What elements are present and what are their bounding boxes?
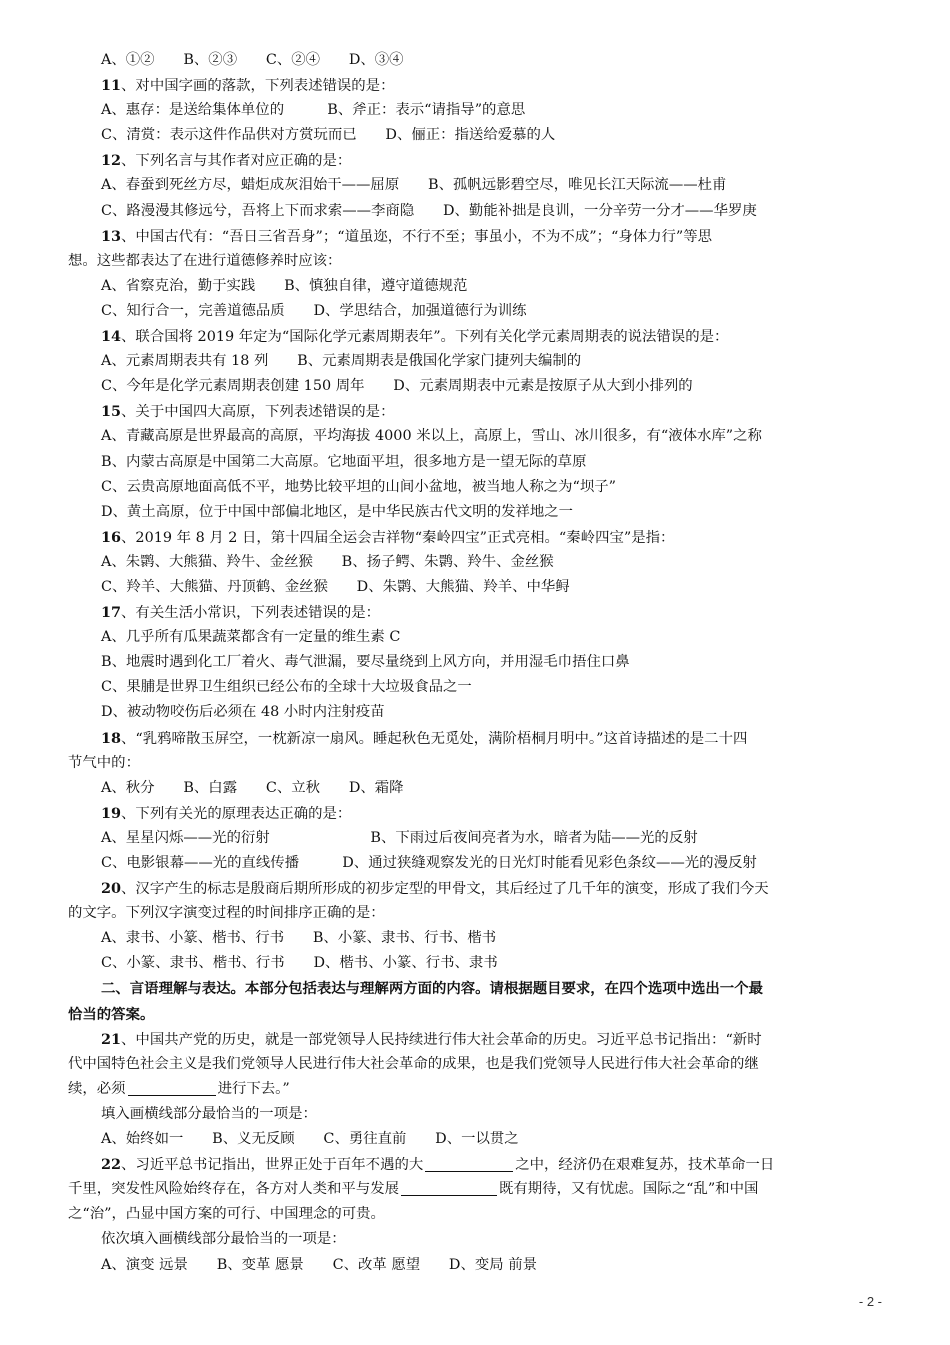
option-line: A、星星闪烁——光的衍射 B、下雨过后夜间亮者为水，暗者为陆——光的反射 xyxy=(101,829,698,846)
option-line: A、春蚕到死丝方尽，蜡炬成灰泪始干——屈原 B、孤帆远影碧空尽，唯见长江天际流——杜甫 xyxy=(101,177,727,194)
question-line xyxy=(68,1027,883,1052)
option-line: C、小篆、隶书、楷书、行书 D、楷书、小篆、行书、隶书 xyxy=(101,955,498,972)
continuation-line: 之“治”，凸显中国方案的可行、中国理念的可贵。 xyxy=(68,1206,385,1223)
question-line xyxy=(68,876,883,901)
option-line: C、果脯是世界卫生组织已经公布的全球十大垃圾食品之一 xyxy=(101,679,472,696)
question-text: 、汉字产生的标志是殷商后期所形成的初步定型的甲骨文，其后经过了几千年的演变，形成了我们今天 xyxy=(121,881,769,898)
question-text: 、下列名言与其作者对应正确的是： xyxy=(121,153,352,170)
option-line: B、内蒙古高原是中国第二大高原。它地面平坦，很多地方是一望无际的草原 xyxy=(101,453,587,470)
fill-blank xyxy=(425,1155,513,1172)
question-number: 19 xyxy=(101,804,122,822)
question-text: 、2019 年 8 月 2 日，第十四届全运会吉祥物“秦岭四宝”正式亮相。“秦岭四宝”是指： xyxy=(121,529,675,546)
option-line: B、地震时遇到化工厂着火、毒气泄漏，要尽量绕到上风方向，并用湿毛巾捂住口鼻 xyxy=(101,654,630,671)
question-number: 17 xyxy=(101,604,122,622)
option-line: C、今年是化学元素周期表创建 150 周年 D、元素周期表中元素是按原子从大到小排列的 xyxy=(101,378,693,395)
option-line: C、云贵高原地面高低不平，地势比较平坦的山间小盆地，被当地人称之为“坝子” xyxy=(101,478,617,495)
option-line: C、路漫漫其修远兮，吾将上下而求索——李商隐 D、勤能补拙是良训，一分辛劳一分才——华罗庚 xyxy=(101,202,757,219)
option-line: A、①② B、②③ C、②④ D、③④ xyxy=(101,52,404,68)
question-line xyxy=(68,399,883,424)
option-line: C、知行合一，完善道德品质 D、学思结合，加强道德行为训练 xyxy=(101,302,527,319)
question-number: 14 xyxy=(101,328,122,346)
line-text: 千里，突发性风险始终存在，各方对人类和平与发展 xyxy=(68,1181,399,1198)
fill-blank xyxy=(401,1179,497,1196)
line-text: 续，必须 xyxy=(68,1080,126,1097)
question-line xyxy=(68,324,883,349)
question-number: 16 xyxy=(101,528,122,546)
option-line: A、始终如一 B、义无反顾 C、勇往直前 D、一以贯之 xyxy=(101,1131,519,1148)
question-number: 13 xyxy=(101,227,122,245)
question-line xyxy=(68,1152,883,1177)
option-line: C、清赏：表示这件作品供对方赏玩而已 D、俪正：指送给爱慕的人 xyxy=(101,127,556,144)
continuation-line: 节气中的： xyxy=(68,754,140,771)
line-text: 进行下去。” xyxy=(217,1080,290,1097)
question-text: 、中国共产党的历史，就是一部党领导人民持续进行伟大社会革命的历史。习近平总书记指出：“新时 xyxy=(121,1031,762,1048)
option-line: A、省察克治，勤于实践 B、慎独自律，遵守道德规范 xyxy=(101,277,468,294)
continuation-line: 想。这些都表达了在进行道德修养时应该： xyxy=(68,252,342,269)
question-line xyxy=(68,801,883,826)
option-line: A、青藏高原是世界最高的高原，平均海拔 4000 米以上，高原上，雪山、冰川很多，有“液体水库”之称 xyxy=(101,428,762,445)
question-text: 、“乳鸦啼散玉屏空，一枕新凉一扇风。睡起秋色无觅处，满阶梧桐月明中。”这首诗描述的是二十四 xyxy=(121,730,748,747)
question-line xyxy=(68,525,883,550)
question-line xyxy=(68,73,883,98)
question-number: 12 xyxy=(101,152,122,170)
question-line xyxy=(68,148,883,173)
section-heading-cont: 恰当的答案。 xyxy=(68,1005,155,1023)
question-text: 、对中国字画的落款，下列表述错误的是： xyxy=(121,78,395,95)
line-text: 既有期待，又有忧虑。国际之“乱”和中国 xyxy=(499,1181,759,1198)
question-number: 21 xyxy=(101,1030,122,1048)
option-line: A、元素周期表共有 18 列 B、元素周期表是俄国化学家门捷列夫编制的 xyxy=(101,353,582,370)
option-line: A、演变 远景 B、变革 愿景 C、改革 愿望 D、变局 前景 xyxy=(101,1256,537,1273)
question-text: 、有关生活小常识，下列表述错误的是： xyxy=(121,605,381,622)
option-line: A、朱鹮、大熊猫、羚牛、金丝猴 B、扬子鳄、朱鹮、羚牛、金丝猴 xyxy=(101,553,554,570)
question-text: 、联合国将 2019 年定为“国际化学元素周期表年”。下列有关化学元素周期表的说法错误的是： xyxy=(121,329,729,346)
continuation-line xyxy=(68,1077,883,1102)
question-number: 22 xyxy=(101,1156,122,1174)
page-number: - 2 - xyxy=(858,1294,882,1309)
question-text: 之中，经济仍在艰难复苏，技术革命一日 xyxy=(515,1157,775,1174)
option-line: 依次填入画横线部分最恰当的一项是： xyxy=(101,1231,346,1248)
continuation-line xyxy=(68,1177,883,1202)
question-line xyxy=(68,726,883,751)
option-line: A、秋分 B、白露 C、立秋 D、霜降 xyxy=(101,779,404,796)
option-line: C、电影银幕——光的直线传播 D、通过狭缝观察发光的日光灯时能看见彩色条纹——光的漫反射 xyxy=(101,855,757,871)
question-line xyxy=(68,600,883,625)
option-line: A、几乎所有瓜果蔬菜都含有一定量的维生素 C xyxy=(101,629,401,646)
option-line: A、隶书、小篆、楷书、行书 B、小篆、隶书、行书、楷书 xyxy=(101,930,497,947)
option-line: D、黄土高原，位于中国中部偏北地区，是中华民族古代文明的发祥地之一 xyxy=(101,503,574,520)
question-number: 18 xyxy=(101,729,122,747)
question-text: 、习近平总书记指出，世界正处于百年不遇的大 xyxy=(121,1157,424,1174)
section-heading: 二、言语理解与表达。本部分包括表达与理解两方面的内容。请根据题目要求，在四个选项中选出一个最 xyxy=(101,980,763,998)
question-line xyxy=(68,224,883,249)
question-number: 20 xyxy=(101,880,122,898)
exam-page xyxy=(68,48,883,1278)
question-number: 11 xyxy=(101,77,122,95)
question-number: 15 xyxy=(101,403,122,421)
fill-blank xyxy=(128,1079,216,1096)
continuation-line: 代中国特色社会主义是我们党领导人民进行伟大社会革命的成果，也是我们党领导人民进行伟大社会革命的继 xyxy=(68,1055,759,1072)
question-text: 、关于中国四大高原，下列表述错误的是： xyxy=(121,404,395,421)
option-line: 填入画横线部分最恰当的一项是： xyxy=(101,1105,317,1122)
continuation-line: 的文字。下列汉字演变过程的时间排序正确的是： xyxy=(68,905,385,922)
question-text: 、中国古代有：“吾日三省吾身”；“道虽迩，不行不至；事虽小，不为不成”；“身体力行”等思 xyxy=(121,228,713,245)
question-text: 、下列有关光的原理表达正确的是： xyxy=(121,805,352,822)
option-line: C、羚羊、大熊猫、丹顶鹤、金丝猴 D、朱鹮、大熊猫、羚羊、中华鲟 xyxy=(101,578,570,595)
option-line: A、惠存：是送给集体单位的 B、斧正：表示“请指导”的意思 xyxy=(101,102,526,119)
option-line: D、被动物咬伤后必须在 48 小时内注射疫苗 xyxy=(101,704,385,721)
